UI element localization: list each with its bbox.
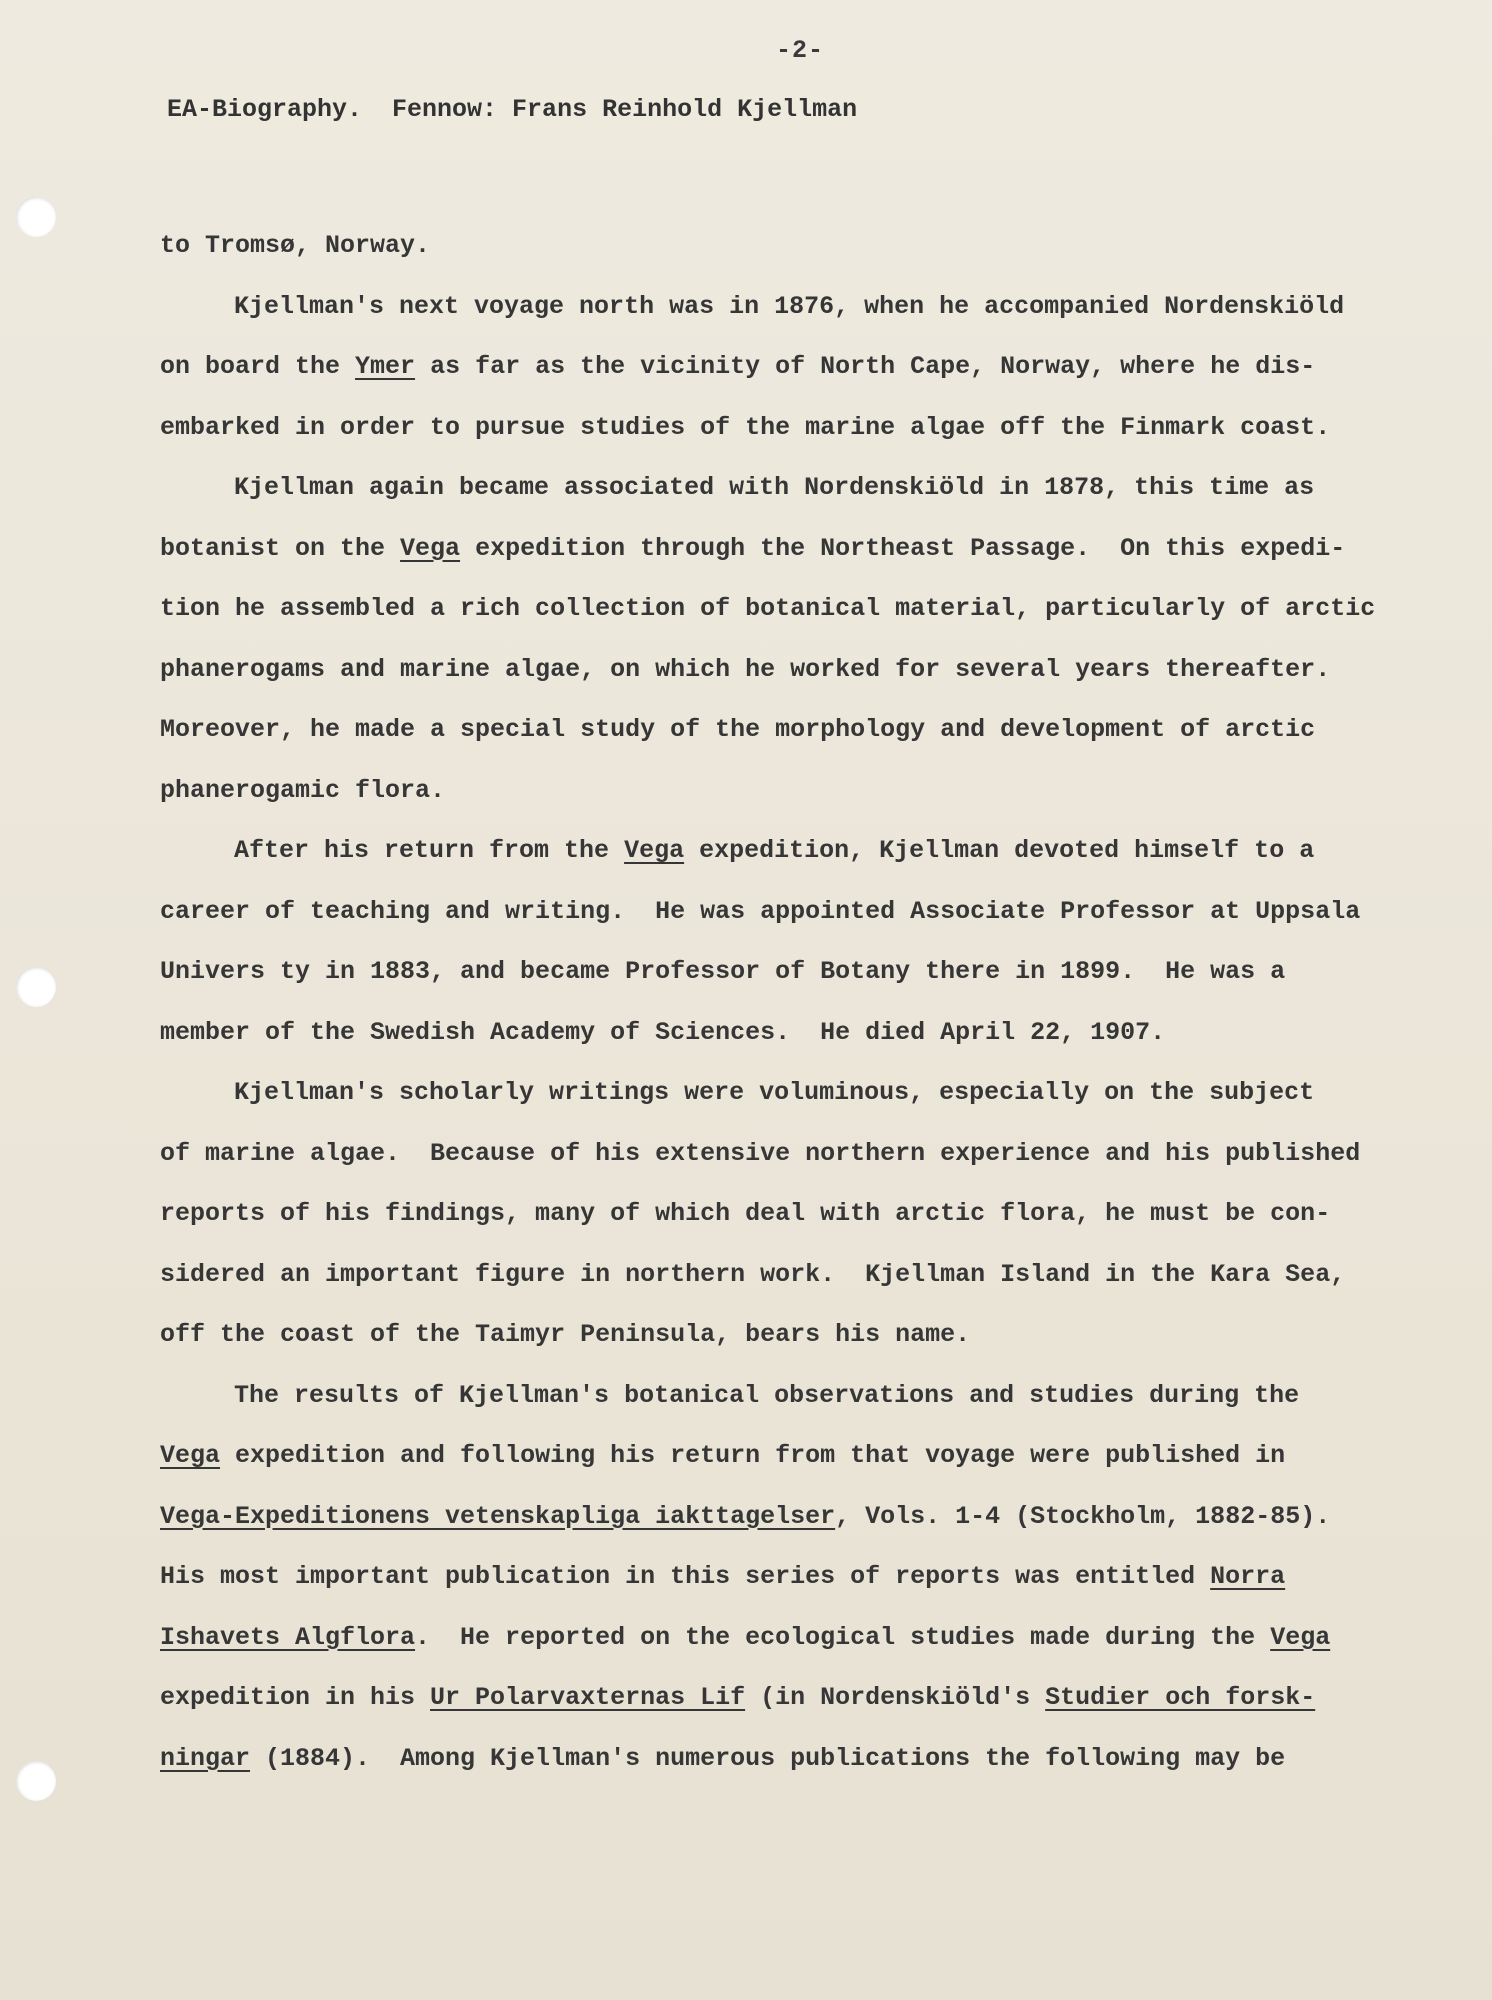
text-line — [160, 1003, 1420, 1064]
text-segment: . He reported on the ecological studies made during the — [415, 1622, 1271, 1652]
underlined-title: ningar — [160, 1743, 251, 1773]
text-segment: sidered an important figure in northern work. Kjellman Island in the Kara Sea, — [160, 1259, 1346, 1289]
text-line — [160, 1063, 1420, 1124]
page-number: -2- — [776, 36, 825, 65]
underlined-title: Vega-Expeditionens vetenskapliga iakttagelser — [160, 1501, 836, 1531]
text-segment: expedition through the Northeast Passage. On this expedi- — [460, 533, 1346, 563]
text-line — [160, 1608, 1420, 1669]
text-segment: reports of his findings, many of which deal with arctic flora, he must be con- — [160, 1199, 1331, 1228]
text-segment: embarked in order to pursue studies of the marine algae off the Finmark coast. — [160, 412, 1331, 442]
punch-hole — [16, 967, 56, 1007]
text-line — [160, 882, 1420, 943]
underlined-title: Vega — [400, 533, 461, 563]
text-segment: as far as the vicinity of North Cape, Norway, where he dis- — [415, 352, 1316, 381]
text-line — [160, 579, 1420, 640]
text-line — [160, 398, 1420, 459]
text-segment: expedition and following his return from that voyage were published in — [220, 1441, 1286, 1470]
text-segment: career of teaching and writing. He was appointed Associate Professor at Uppsala — [160, 896, 1361, 926]
text-line — [160, 277, 1420, 338]
text-segment: phanerogamic flora. — [160, 775, 446, 805]
text-line — [160, 1547, 1420, 1608]
text-line — [160, 1366, 1420, 1427]
text-segment: Univers ty in 1883, and became Professor of Botany there in 1899. He was a — [160, 957, 1286, 986]
text-line — [160, 700, 1420, 761]
text-segment: His most important publication in this series of reports was entitled — [160, 1562, 1211, 1591]
text-line — [160, 1124, 1420, 1185]
text-line — [160, 1184, 1420, 1245]
text-line — [160, 1729, 1420, 1790]
text-segment: phanerogams and marine algae, on which he worked for several years thereafter. — [160, 654, 1331, 684]
underlined-title: Vega — [160, 1441, 221, 1470]
text-segment: tion he assembled a rich collection of botanical material, particularly of arctic — [160, 594, 1376, 623]
text-segment: Kjellman's scholarly writings were voluminous, especially on the subject — [234, 1078, 1315, 1107]
underlined-title: Vega — [624, 836, 685, 865]
body-text — [160, 216, 1420, 1789]
text-segment: Moreover, he made a special study of the morphology and development of arctic — [160, 715, 1316, 744]
text-segment: of marine algae. Because of his extensive northern experience and his published — [160, 1138, 1361, 1168]
text-line — [160, 1487, 1420, 1548]
text-segment: botanist on the — [160, 533, 401, 563]
underlined-title: Vega — [1270, 1622, 1331, 1652]
text-line — [160, 337, 1420, 398]
underlined-title: Ur Polarvaxternas Lif — [430, 1683, 746, 1712]
punch-hole — [16, 197, 56, 237]
text-line — [160, 640, 1420, 701]
text-segment: member of the Swedish Academy of Sciences. He died April 22, 1907. — [160, 1017, 1166, 1047]
text-line — [160, 821, 1420, 882]
text-line — [160, 1305, 1420, 1366]
running-header: EA-Biography. Fennow: Frans Reinhold Kjellman — [167, 95, 858, 124]
text-line — [160, 458, 1420, 519]
underlined-title: Ishavets Algflora — [160, 1622, 416, 1652]
text-segment: off the coast of the Taimyr Peninsula, bears his name. — [160, 1320, 971, 1349]
text-segment: on board the — [160, 352, 356, 381]
text-segment: expedition in his — [160, 1683, 431, 1712]
text-segment: Kjellman's next voyage north was in 1876, when he accompanied Nordenskiöld — [234, 291, 1345, 321]
text-segment: Kjellman again became associated with Nordenskiöld in 1878, this time as — [234, 473, 1315, 502]
text-segment: to Tromsø, Norway. — [160, 231, 431, 260]
text-line — [160, 1245, 1420, 1306]
text-segment: (1884). Among Kjellman's numerous publications the following may be — [250, 1743, 1286, 1773]
text-line — [160, 942, 1420, 1003]
underlined-title: Ymer — [355, 352, 416, 381]
text-line — [160, 1668, 1420, 1729]
text-line — [160, 1426, 1420, 1487]
underlined-title: Studier och forsk- — [1045, 1683, 1316, 1712]
text-segment: After his return from the — [234, 836, 625, 865]
text-segment: , Vols. 1-4 (Stockholm, 1882-85). — [835, 1501, 1331, 1531]
punch-hole — [16, 1761, 56, 1801]
text-line — [160, 216, 1420, 277]
underlined-title: Norra — [1210, 1562, 1286, 1591]
text-segment: The results of Kjellman's botanical observations and studies during the — [234, 1380, 1300, 1410]
text-segment: (in Nordenskiöld's — [745, 1683, 1046, 1712]
text-line — [160, 761, 1420, 822]
text-line — [160, 519, 1420, 580]
text-segment: expedition, Kjellman devoted himself to a — [684, 836, 1315, 865]
